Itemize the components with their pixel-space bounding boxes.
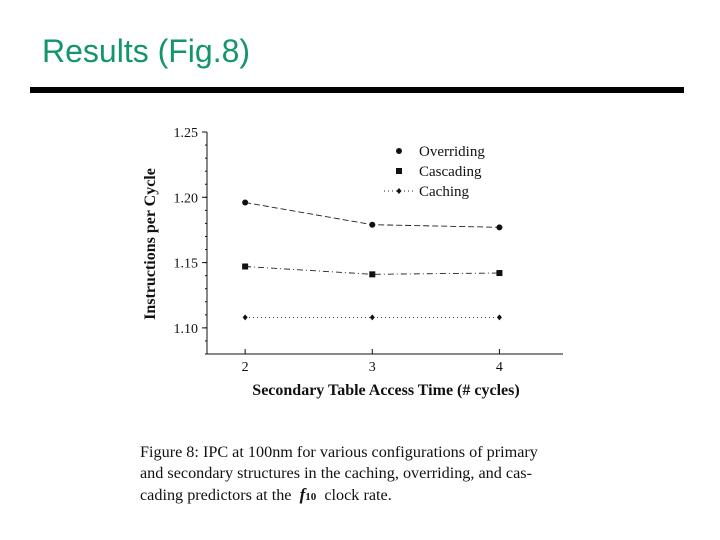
legend-item-cascading bbox=[384, 164, 482, 180]
legend-marker-caching bbox=[397, 188, 402, 194]
ipc-line-chart bbox=[120, 110, 580, 410]
x-ticks bbox=[242, 349, 503, 375]
caption-f-subscript: 10 bbox=[305, 491, 317, 503]
y-ticks bbox=[174, 126, 208, 354]
y-tick-label: 1.25 bbox=[173, 126, 198, 141]
x-tick-label: 2 bbox=[241, 360, 249, 375]
legend-marker-cascading bbox=[396, 168, 402, 174]
caption-line-3-end: clock rate. bbox=[324, 486, 392, 504]
legend-label-cascading: Cascading bbox=[419, 164, 482, 180]
y-tick-label: 1.20 bbox=[173, 191, 198, 207]
series-layer bbox=[242, 200, 502, 321]
y-tick-label: 1.10 bbox=[173, 321, 198, 337]
series-overriding-point bbox=[369, 222, 375, 228]
x-axis-label: Secondary Table Access Time (# cycles) bbox=[252, 382, 520, 399]
caption-line-2: and secondary structures in the caching, overriding, and cas- bbox=[140, 464, 532, 482]
y-axis-label: Instructions per Cycle bbox=[142, 168, 159, 320]
caption-line-3-start: cading predictors at the bbox=[140, 486, 292, 504]
series-cascading-point bbox=[369, 271, 375, 277]
series-caching bbox=[243, 314, 502, 320]
legend-item-caching bbox=[384, 184, 469, 200]
series-cascading-point bbox=[496, 270, 502, 276]
slide-title: Results (Fig.8) bbox=[42, 33, 251, 69]
axes bbox=[207, 132, 563, 354]
x-tick-label: 3 bbox=[368, 360, 376, 375]
legend-label-caching: Caching bbox=[419, 184, 469, 200]
legend-label-overriding: Overriding bbox=[419, 144, 485, 160]
series-overriding bbox=[242, 200, 502, 231]
legend-item-overriding bbox=[384, 144, 485, 160]
title-rule bbox=[30, 87, 684, 93]
series-caching-point bbox=[497, 314, 502, 320]
caption-line-3 bbox=[140, 484, 590, 508]
series-caching-point bbox=[243, 314, 248, 320]
x-tick-label: 4 bbox=[495, 360, 503, 375]
figure-caption bbox=[140, 442, 590, 508]
y-tick-label: 1.15 bbox=[173, 256, 198, 272]
caption-f-symbol: f bbox=[299, 485, 306, 504]
series-cascading bbox=[242, 264, 502, 278]
series-cascading-point bbox=[242, 264, 248, 270]
caption-line-1: Figure 8: IPC at 100nm for various configurations of primary bbox=[140, 443, 538, 461]
series-caching-point bbox=[370, 314, 375, 320]
legend-marker-overriding bbox=[396, 148, 402, 154]
series-overriding-point bbox=[496, 224, 502, 230]
legend bbox=[384, 144, 485, 200]
series-overriding-point bbox=[242, 200, 248, 206]
